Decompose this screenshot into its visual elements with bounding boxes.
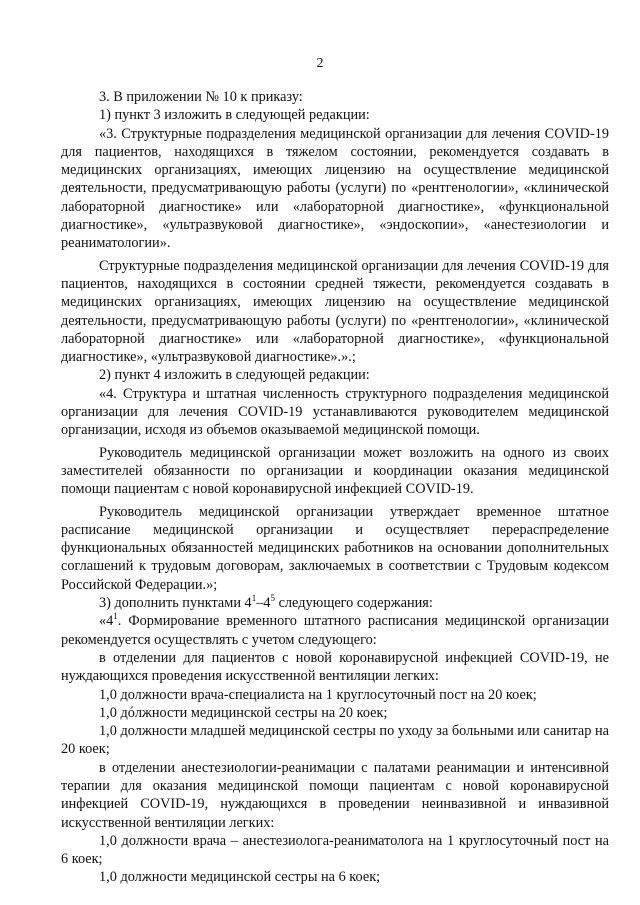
document-body xyxy=(61,88,609,887)
paragraph: в отделении анестезиологии-реанимации с палатами реанимации и интенсивной терапии для оказания медицинской помощи пациентам с новой коронавирусной инфекцией COVID-19, нуждающихся в проведении неинвазивной и инвазивной искусственной вентиляции легких: xyxy=(61,759,609,831)
paragraph-item-4-1 xyxy=(61,612,609,649)
paragraph: «3. Структурные подразделения медицинской организации для лечения COVID-19 для пациентов, находящихся в тяжелом состоянии, рекомендуется создавать в медицинских организациях, имеющих лицензию на осуществление медицинской деятельности, предусматривающую работы (услуги) по «рентгенологии», «клинической лабораторной диагностике» или «лабораторной диагностике», «функциональной диагностике», «ультразвуковой диагностике», «эндоскопии», «анестезиологии и реаниматологии». xyxy=(61,125,609,252)
paragraph: 1,0 должности врача – анестезиолога-реаниматолога на 1 круглосуточный пост на 6 коек; xyxy=(61,832,609,868)
item3-after: следующего содержания: xyxy=(275,595,433,612)
item3-sup1: 1 xyxy=(251,593,257,604)
item3-sup2: 5 xyxy=(270,593,275,604)
paragraph-item-3 xyxy=(61,594,609,612)
item41-after: . Формирование временного штатного расписания медицинской организации рекомендуется осуществлять с учетом следующего: xyxy=(61,613,609,648)
paragraph: Руководитель медицинской организации утверждает временное штатное расписание медицинской организации и осуществляет перераспределение функциональных обязанностей медицинских работников на основании дополнительных соглашений к трудовым договорам, заключаемых в соответствии с Трудовым кодексом Российской Федерации.»; xyxy=(61,503,609,593)
item41-sup: 1 xyxy=(113,611,118,622)
paragraph: 1,0 должности медицинской сестры на 6 коек; xyxy=(99,869,381,886)
item3-dash: –4 xyxy=(256,595,271,612)
page-number: 2 xyxy=(316,56,324,71)
paragraph: 2) пункт 4 изложить в следующей редакции: xyxy=(99,367,370,384)
paragraph: «4. Структура и штатная численность структурного подразделения медицинской организации для лечения COVID-19 устанавливаются руководителем медицинской организации, исходя из объемов оказываемой медицинской помощи. xyxy=(61,385,609,439)
paragraph: 1,0 дóлжности медицинской сестры на 20 коек; xyxy=(99,704,388,721)
paragraph: 1,0 должности младшей медицинской сестры по уходу за больными или санитар на 20 коек; xyxy=(61,723,609,758)
paragraph: в отделении для пациентов с новой коронавирусной инфекцией COVID-19, не нуждающихся проведения искусственной вентиляции легких: xyxy=(61,649,609,685)
paragraph: Руководитель медицинской организации может возложить на одного из своих заместителей обязанности по организации и координации оказания медицинской помощи пациентам с новой коронавирусной инфекцией COVID-19. xyxy=(61,444,609,498)
paragraph: 1,0 должности врача-специалиста на 1 круглосуточный пост на 20 коек; xyxy=(99,686,537,703)
item41-before: «4 xyxy=(99,613,114,630)
paragraph: 3. В приложении № 10 к приказу: xyxy=(99,89,303,105)
paragraph: Структурные подразделения медицинской организации для лечения COVID-19 для пациентов, находящихся в состоянии средней тяжести, рекомендуется создавать в медицинских организациях, имеющих лицензию на осуществление медицинской деятельности, предусматривающую работы (услуги) по «рентгенологии», «клинической лабораторной диагностике» или «лабораторной диагностике», «функциональной диагностике», «ультразвуковой диагностике».».; xyxy=(61,257,609,366)
paragraph: 1) пункт 3 изложить в следующей редакции: xyxy=(99,107,370,124)
item3-before: 3) дополнить пунктами 4 xyxy=(99,595,252,612)
